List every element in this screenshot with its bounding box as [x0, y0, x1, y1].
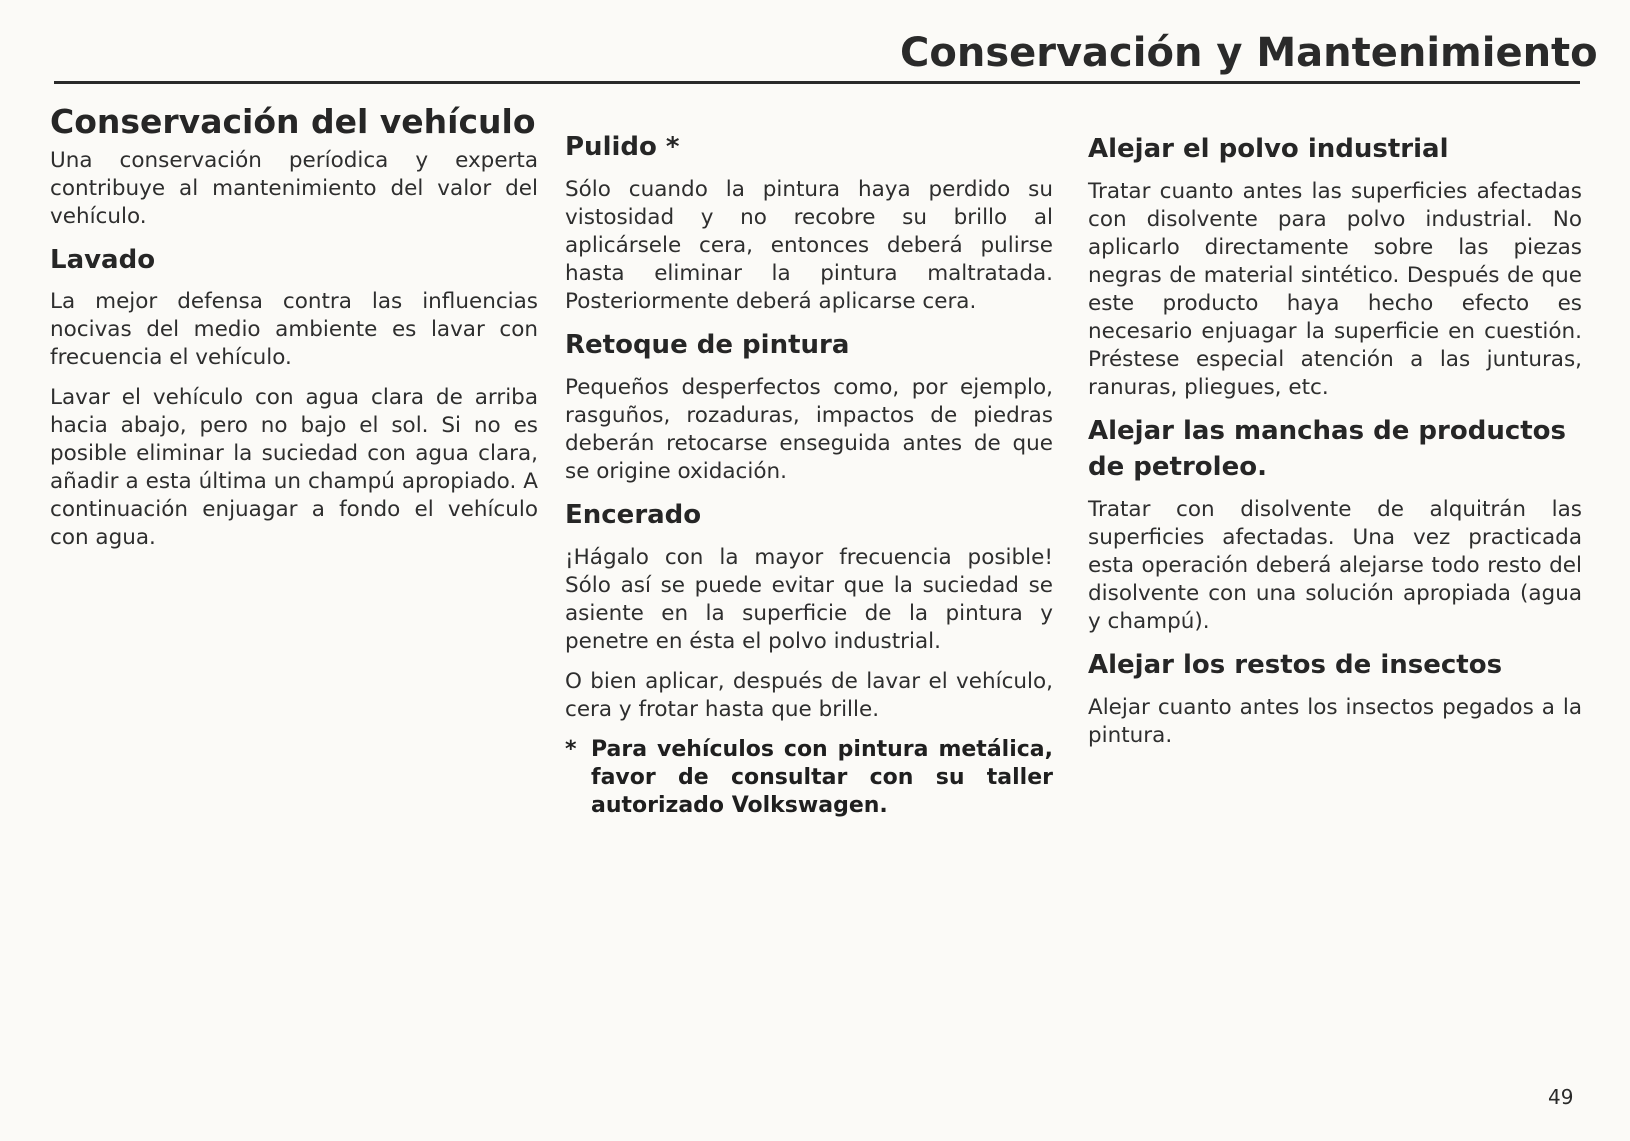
lavado-paragraph-2: Lavar el vehículo con agua clara de arriba hacia abajo, pero no bajo el sol. Si no es posible eliminar la suciedad con agua clara, añadir a esta última un champú apropiado. A continuación enjuagar a fondo el vehículo con agua. — [50, 385, 538, 551]
heading-polvo-industrial: Alejar el polvo industrial — [1088, 134, 1449, 164]
heading-insectos: Alejar los restos de insectos — [1088, 649, 1503, 680]
page-header-title: Conservación y Mantenimiento — [900, 30, 1598, 76]
metallic-paint-note — [565, 736, 1053, 820]
insectos-paragraph: Alejar cuanto antes los insectos pegados a la pintura. — [1088, 694, 1582, 748]
header-divider — [54, 81, 1580, 84]
column-right — [1088, 132, 1582, 762]
page-number: 49 — [1548, 1085, 1574, 1109]
heading-pulido: Pulido * — [565, 132, 680, 162]
retoque-paragraph: Pequeños desperfectos como, por ejemplo, rasguños, rozaduras, impactos de piedras deberán retocarse enseguida antes de que se origine oxidación. — [565, 374, 1053, 484]
pulido-paragraph: Sólo cuando la pintura haya perdido su vistosidad y no recobre su brillo al aplicársele cera, entonces deberá pulirse hasta eliminar la pintura maltratada. Posteriormente deberá aplicarse cera. — [565, 176, 1053, 314]
heading-retoque: Retoque de pintura — [565, 329, 850, 360]
note-text: Para vehículos con pintura metálica, favor de consultar con su taller autorizado Volkswagen. — [591, 736, 1053, 818]
lavado-paragraph-1: La mejor defensa contra las influencias nocivas del medio ambiente es lavar con frecuencia el vehículo. — [50, 289, 538, 371]
heading-encerado: Encerado — [565, 499, 702, 530]
polvo-paragraph: Tratar cuanto antes las superficies afectadas con disolvente para polvo industrial. No aplicarlo directamente sobre las piezas negras de material sintético. Después de que este producto haya hecho efecto es necesario enjuagar la superficie en cuestión. Préstese especial atención a las junturas, ranuras, pliegues, etc. — [1088, 178, 1582, 400]
column-middle — [565, 130, 1053, 820]
encerado-paragraph-2: O bien aplicar, después de lavar el vehículo, cera y frotar hasta que brille. — [565, 668, 1053, 722]
petroleo-paragraph: Tratar con disolvente de alquitrán las superficies afectadas. Una vez practicada esta operación deberá alejarse todo resto del disolvente con una solución apropiada (agua y champú). — [1088, 496, 1582, 634]
note-asterisk: * — [565, 736, 577, 762]
column-left — [50, 100, 538, 564]
heading-lavado: Lavado — [50, 244, 156, 275]
encerado-paragraph-1: ¡Hágalo con la mayor frecuencia posible! Sólo así se puede evitar que la suciedad se asiente en la superficie de la pintura y penetre en ésta el polvo industrial. — [565, 544, 1053, 654]
intro-paragraph: Una conservación períodica y experta contribuye al mantenimiento del valor del vehículo. — [50, 147, 538, 229]
heading-manchas-petroleo: Alejar las manchas de productos de petroleo. — [1088, 415, 1567, 482]
section-title: Conservación del vehículo — [50, 102, 536, 141]
